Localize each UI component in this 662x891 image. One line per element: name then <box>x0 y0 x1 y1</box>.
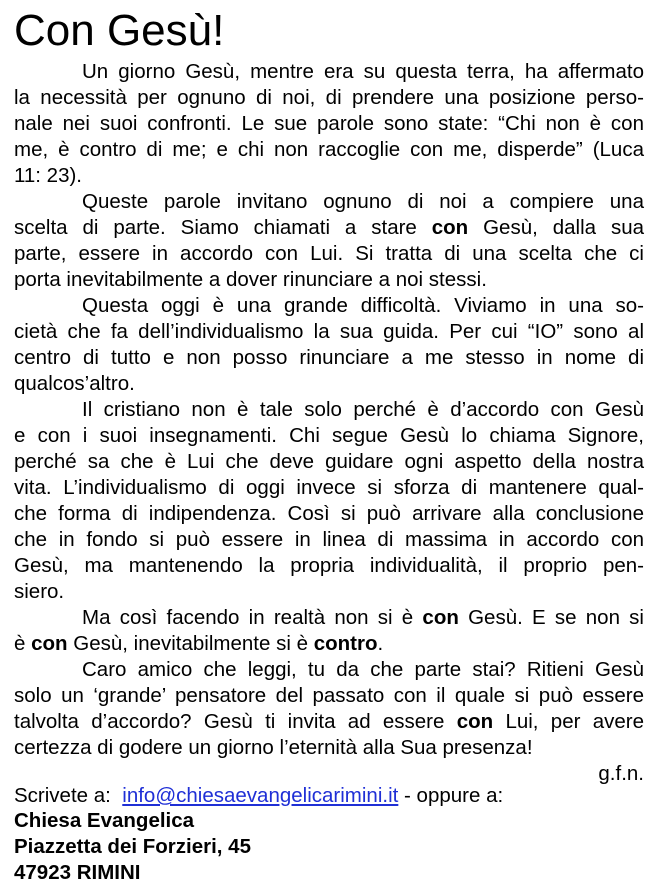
emphasis: con <box>422 606 459 629</box>
street-address: Piazzetta dei Forzieri, 45 <box>14 835 251 858</box>
body-line: 11: 23). <box>14 164 82 187</box>
signature: g.f.n. <box>598 762 644 785</box>
body-line: cietà che fa dell’individualismo la sua guida. Per cui “IO” sono al <box>14 320 644 343</box>
body-line: Caro amico che leggi, tu da che parte stai? Ritieni Gesù <box>82 658 644 681</box>
text-run: scelta di parte. Siamo chiamati a stare <box>14 216 432 239</box>
body-line: Il cristiano non è tale solo perché è d’accordo con Gesù <box>82 398 644 421</box>
email-link[interactable]: info@chiesaevangelicarimini.it <box>122 784 399 807</box>
body-line: porta inevitabilmente a dover rinunciare a noi stessi. <box>14 268 487 291</box>
body-line <box>14 709 644 735</box>
body-line: nale nei suoi confronti. Le sue parole sono state: “Chi non è con <box>14 112 644 135</box>
body-line: Gesù, ma mantenendo la propria individualità, il proprio pen- <box>14 554 644 577</box>
body-line: che in fondo si può essere in linea di massima in accordo con <box>14 528 644 551</box>
body-line: Queste parole invitano ognuno di noi a compiere una <box>82 190 644 213</box>
emphasis: con <box>431 216 469 239</box>
body-line: qualcos’altro. <box>14 372 135 395</box>
body-line: Questa oggi è una grande difficoltà. Viviamo in una so- <box>82 294 644 317</box>
text-run: Gesù, dalla sua <box>468 216 644 239</box>
body-line: e con i suoi insegnamenti. Chi segue Gesù lo chiama Signore, <box>14 424 644 447</box>
body-line: me, è contro di me; e chi non raccoglie con me, disperde” (Luca <box>14 138 644 161</box>
body-line: perché sa che è Lui che deve guidare ogni aspetto della nostra <box>14 450 644 473</box>
text-run: Lui, per avere <box>493 710 644 733</box>
body-line <box>14 215 644 241</box>
emphasis: con <box>456 710 494 733</box>
contact-prefix: Scrivete a: <box>14 784 111 807</box>
city-address: 47923 RIMINI <box>14 861 141 884</box>
text-run: è <box>14 632 32 655</box>
article-title: Con Gesù! <box>14 6 225 55</box>
text-run: talvolta d’accordo? Gesù ti invita ad essere <box>14 710 457 733</box>
contact-suffix: - oppure a: <box>404 784 504 807</box>
body-line: centro di tutto e non posso rinunciare a me stesso in nome di <box>14 346 644 369</box>
church-name: Chiesa Evangelica <box>14 809 195 832</box>
contact-line <box>14 783 644 809</box>
body-line <box>82 605 644 631</box>
emphasis: contro <box>313 632 378 655</box>
body-line: solo un ‘grande’ pensatore del passato con il quale si può essere <box>14 684 644 707</box>
body-line: siero. <box>14 580 65 603</box>
text-run: Ma così facendo in realtà non si è <box>82 606 423 629</box>
text-run: . <box>377 632 384 655</box>
body-line: la necessità per ognuno di noi, di prendere una posizione perso- <box>14 86 644 109</box>
body-line: certezza di godere un giorno l’eternità alla Sua presenza! <box>14 736 533 759</box>
body-line: Un giorno Gesù, mentre era su questa terra, ha affermato <box>82 60 644 83</box>
emphasis: con <box>31 632 68 655</box>
body-line: che forma di indipendenza. Così si può arrivare alla conclusione <box>14 502 644 525</box>
body-line: parte, essere in accordo con Lui. Si tratta di una scelta che ci <box>14 242 644 265</box>
body-line: vita. L’individualismo di oggi invece si sforza di mantenere qual- <box>14 476 644 499</box>
body-line <box>14 631 644 657</box>
text-run: Gesù. E se non si <box>458 606 644 629</box>
text-run: Gesù, inevitabilmente si è <box>67 632 314 655</box>
